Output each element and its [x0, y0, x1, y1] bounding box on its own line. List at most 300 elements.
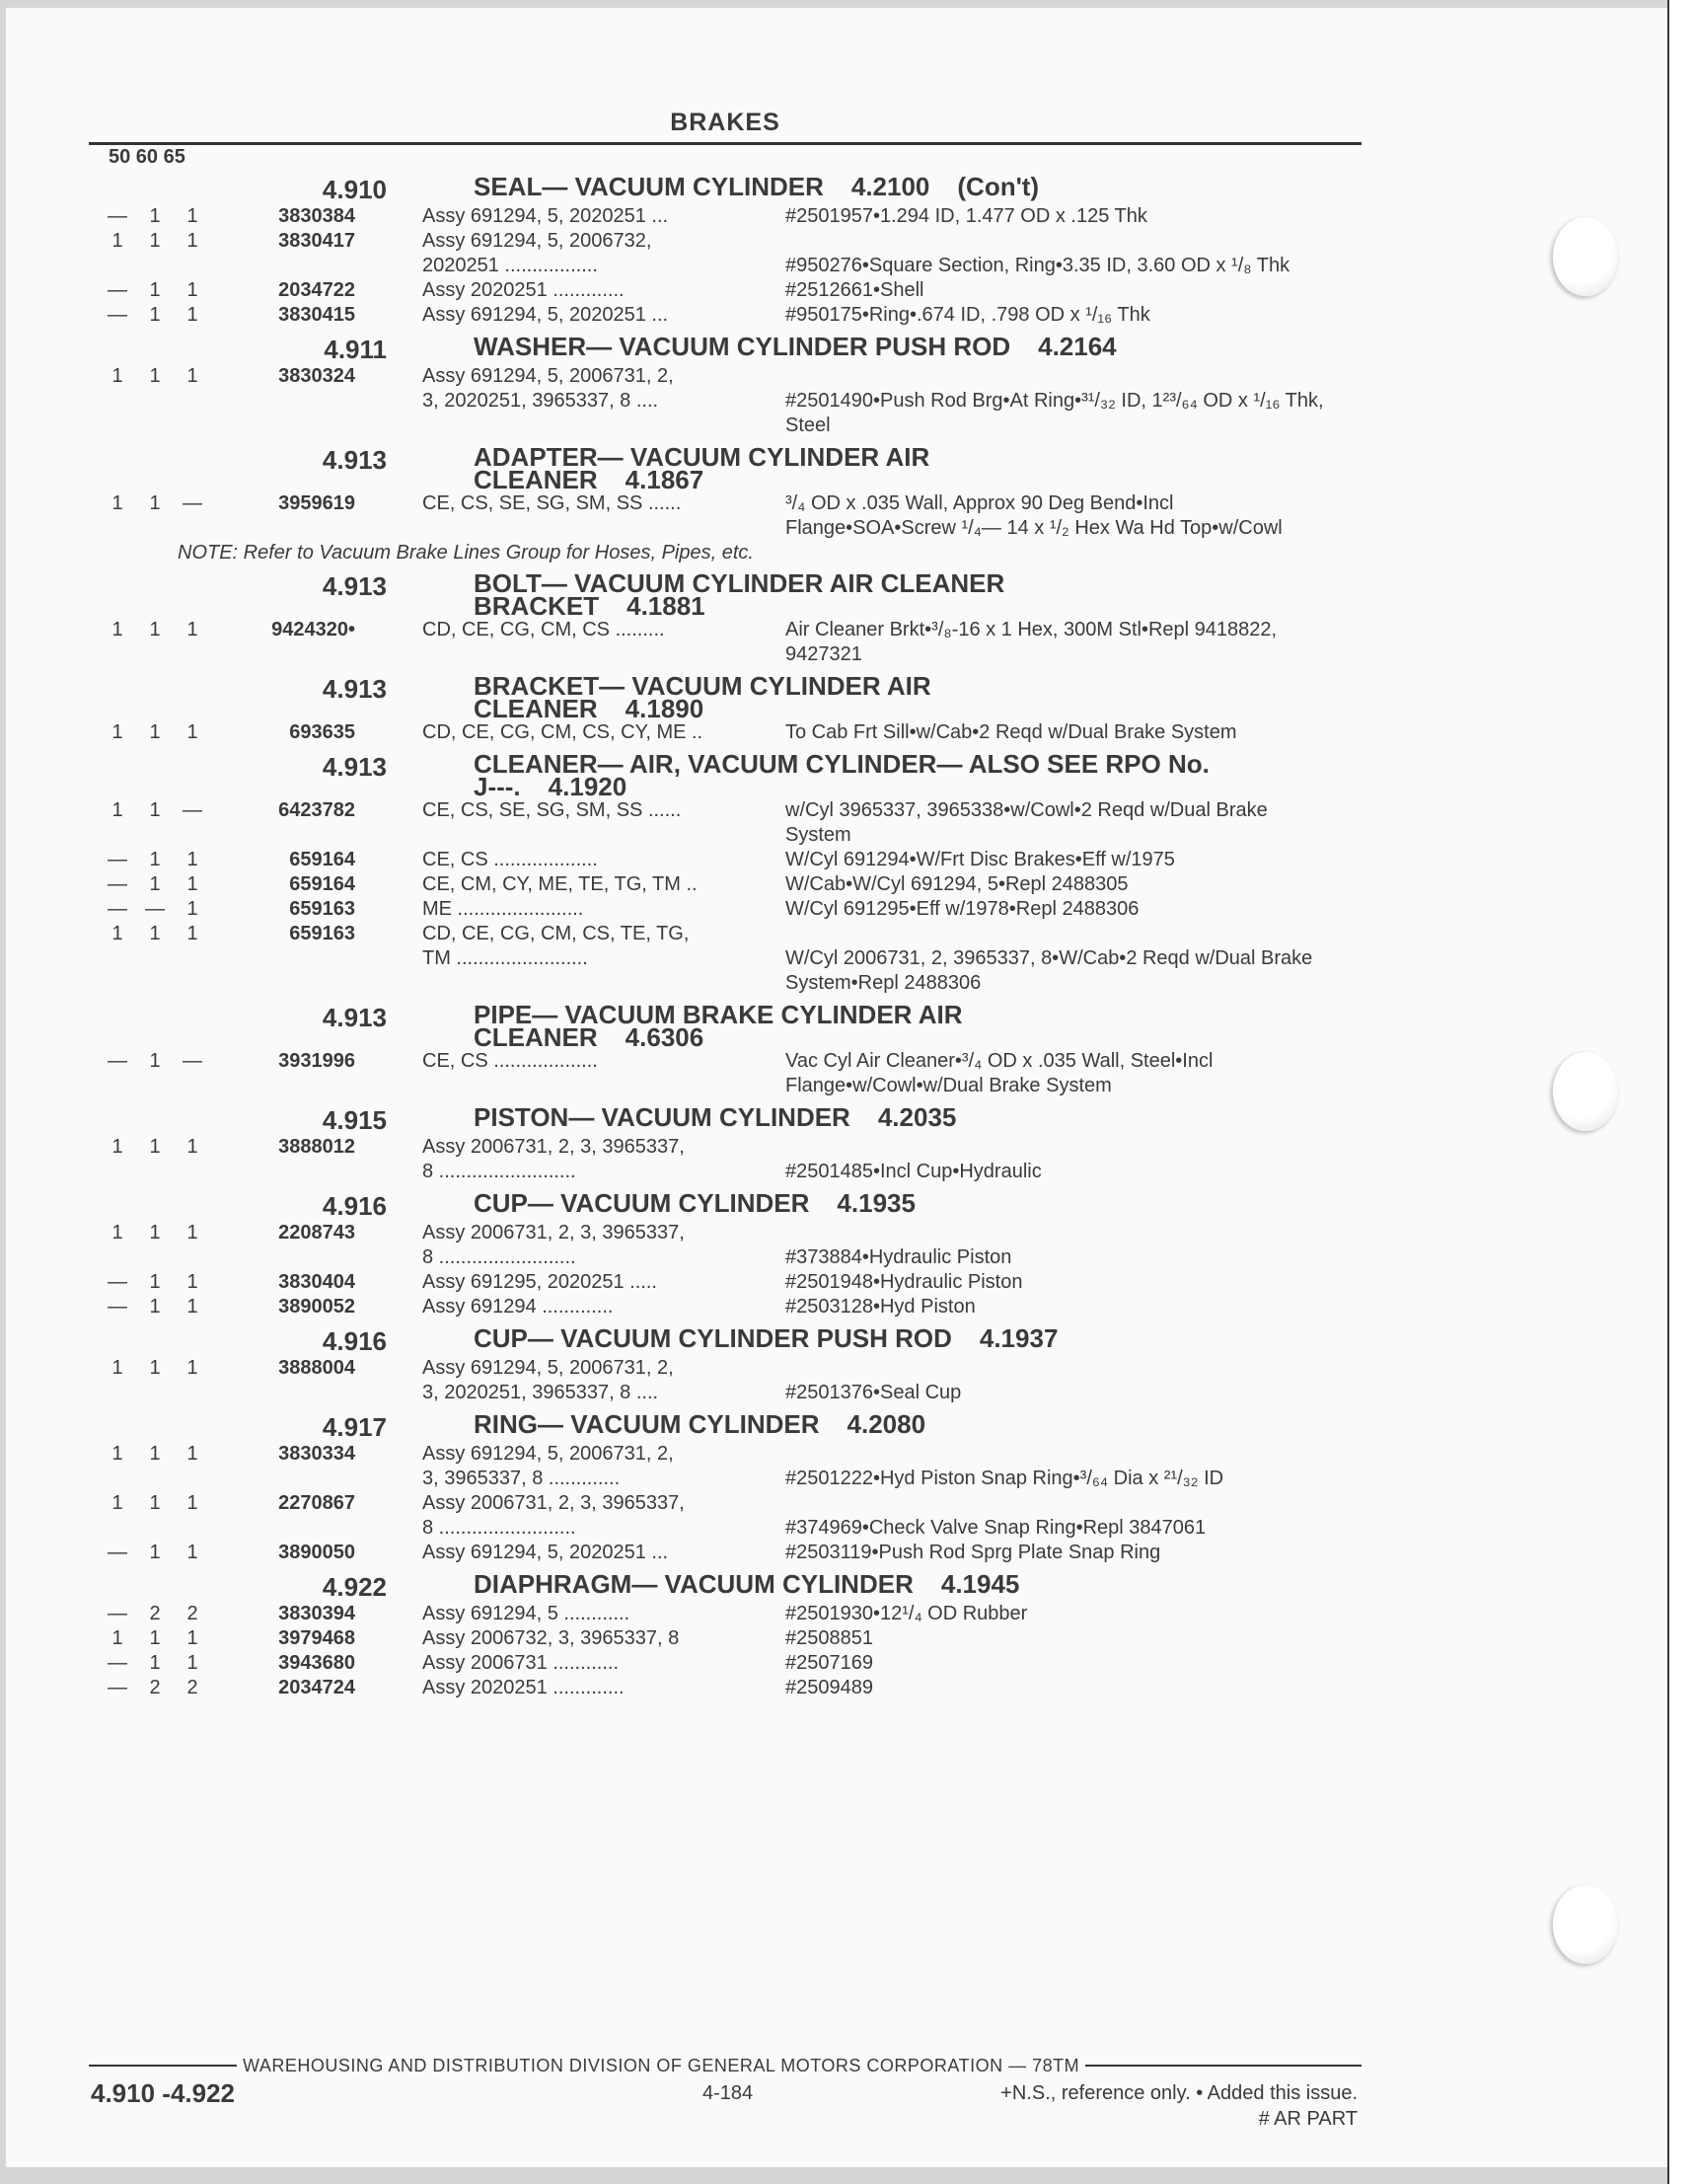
- part-row: [99, 204, 1381, 229]
- quantity-cell: 1: [186, 873, 198, 895]
- model-usage: TM ........................: [422, 947, 588, 969]
- quantity-cell: 1: [149, 1542, 161, 1563]
- part-number: 3830324: [278, 365, 355, 387]
- footer-legend: [868, 2080, 1358, 2132]
- parts-section: [99, 1102, 1381, 1184]
- quantity-cell: —: [108, 1050, 127, 1072]
- part-row: [99, 618, 1381, 667]
- part-number: [211, 1245, 355, 1270]
- quantity-cell: 1: [149, 923, 161, 944]
- part-description: #2501222•Hyd Piston Snap Ring•³/₆₄ Dia x ²¹/₃₂ ID: [785, 1468, 1224, 1489]
- quantity-cell: —: [108, 1296, 127, 1318]
- section-title-line: [474, 1188, 1381, 1218]
- part-description: #2509489: [785, 1677, 873, 1698]
- section-header: [99, 332, 1381, 364]
- section-number: 4.913: [322, 1003, 387, 1032]
- section-title-line: [474, 772, 1381, 801]
- model-usage: Assy 2006731, 2, 3, 3965337,: [422, 1222, 685, 1243]
- section-continued: (Con't): [957, 172, 1040, 201]
- part-description: #950276•Square Section, Ring•3.35 ID, 3.60 OD x ¹/₈ Thk: [785, 255, 1290, 276]
- section-reference: 4.2080: [847, 1409, 926, 1439]
- part-row: [99, 1467, 1381, 1491]
- part-number: 3943680: [278, 1652, 355, 1674]
- section-number: 4.911: [324, 335, 387, 364]
- section-reference: 4.1881: [626, 591, 705, 621]
- binder-hole-bottom: [1553, 1885, 1618, 1964]
- quantity-cell: [174, 1516, 211, 1541]
- quantity-cell: 1: [186, 304, 198, 326]
- parts-section: [99, 1409, 1381, 1565]
- page-edge-margin: [1669, 0, 1694, 2184]
- part-description: #2501376•Seal Cup: [785, 1382, 962, 1403]
- section-title: [474, 1188, 1381, 1218]
- part-description: W/Cyl 691295•Eff w/1978•Repl 2488306: [785, 898, 1140, 920]
- part-number: [211, 1516, 355, 1541]
- parts-section: [99, 671, 1381, 745]
- part-description: Air Cleaner Brkt•³/₈-16 x 1 Hex, 300M Stl•Repl 9418822, 9427321: [785, 619, 1278, 665]
- quantity-cell: [99, 1160, 136, 1184]
- quantity-cell: [136, 1381, 174, 1405]
- section-title: [474, 568, 1381, 621]
- section-header: [99, 1102, 1381, 1135]
- section-title-text: CLEANER: [474, 1022, 598, 1052]
- part-number: 3979468: [278, 1627, 355, 1649]
- quantity-cell: —: [108, 1603, 127, 1624]
- parts-section: [99, 1000, 1381, 1098]
- section-title-line: [474, 1102, 1381, 1132]
- section-header: [99, 1000, 1381, 1052]
- part-row: [99, 897, 1381, 922]
- quantity-cell: 1: [111, 1492, 123, 1514]
- model-usage: Assy 691294, 5, 2006732,: [422, 230, 652, 252]
- part-row: [99, 1676, 1381, 1700]
- quantity-cell: 1: [149, 1357, 161, 1379]
- section-header: [99, 172, 1381, 204]
- part-row: [99, 491, 1381, 541]
- quantity-cell: 1: [149, 1627, 161, 1649]
- part-number: 3830384: [278, 205, 355, 227]
- part-description: #2503128•Hyd Piston: [785, 1296, 976, 1318]
- part-description: W/Cyl 691294•W/Frt Disc Brakes•Eff w/1975: [785, 849, 1175, 870]
- quantity-cell: 1: [111, 799, 123, 821]
- model-usage: Assy 691294, 5, 2006731, 2,: [422, 1357, 674, 1379]
- section-number: 4.913: [322, 445, 387, 475]
- parts-section: [99, 442, 1381, 565]
- section-number: 4.915: [322, 1105, 387, 1135]
- part-row: [99, 872, 1381, 897]
- parts-section: [99, 332, 1381, 438]
- quantity-cell: 1: [186, 1443, 198, 1465]
- part-row: [99, 389, 1381, 438]
- part-description: #373884•Hydraulic Piston: [785, 1246, 1012, 1268]
- part-number: 3830415: [278, 304, 355, 326]
- section-header: [99, 671, 1381, 723]
- quantity-cell: 1: [186, 1652, 198, 1674]
- model-usage: Assy 691294 .............: [422, 1296, 614, 1318]
- section-number: 4.916: [322, 1191, 387, 1221]
- part-description: [785, 1221, 1338, 1245]
- part-row: [99, 1049, 1381, 1098]
- quantity-cell: —: [108, 1542, 127, 1563]
- section-title-line: [474, 465, 1381, 494]
- part-number: 2270867: [278, 1492, 355, 1514]
- section-title-text: DIAPHRAGM— VACUUM CYLINDER: [474, 1569, 914, 1599]
- part-description: w/Cyl 3965337, 3965338•w/Cowl•2 Reqd w/Dual Brake System: [785, 799, 1268, 846]
- section-title-line: [474, 1409, 1381, 1439]
- quantity-cell: —: [108, 304, 127, 326]
- section-reference: 4.2035: [877, 1102, 957, 1132]
- part-number: 2208743: [278, 1222, 355, 1243]
- parts-section: [99, 568, 1381, 667]
- part-number: 3830404: [278, 1271, 355, 1293]
- part-number: [211, 1160, 355, 1184]
- model-usage: 8 .........................: [422, 1246, 576, 1268]
- part-number: 3830334: [278, 1443, 355, 1465]
- quantity-cell: 1: [186, 1627, 198, 1649]
- model-year-columns: 50 60 65: [109, 146, 185, 168]
- part-description: To Cab Frt Sill•w/Cab•2 Reqd w/Dual Brake System: [785, 721, 1237, 743]
- model-usage: 8 .........................: [422, 1161, 576, 1182]
- section-title-text: RING— VACUUM CYLINDER: [474, 1409, 820, 1439]
- section-title-line: [474, 1323, 1381, 1353]
- part-row: [99, 720, 1381, 745]
- part-number: 6423782: [278, 799, 355, 821]
- quantity-cell: 1: [186, 619, 198, 640]
- quantity-cell: 1: [149, 849, 161, 870]
- part-description: #2507169: [785, 1652, 873, 1674]
- section-title: [474, 332, 1381, 361]
- model-usage: Assy 691295, 2020251 .....: [422, 1271, 657, 1293]
- section-reference: 4.1935: [837, 1188, 916, 1218]
- page-title: BRAKES: [670, 109, 780, 136]
- part-description: Vac Cyl Air Cleaner•³/₄ OD x .035 Wall, Steel•Incl Flange•w/Cowl•w/Dual Brake System: [785, 1050, 1214, 1096]
- model-usage: Assy 691294, 5 ............: [422, 1603, 630, 1624]
- section-number: 4.917: [322, 1412, 387, 1442]
- part-description: W/Cab•W/Cyl 691294, 5•Repl 2488305: [785, 873, 1129, 895]
- section-title: [474, 749, 1381, 801]
- quantity-cell: [174, 1381, 211, 1405]
- part-row: [99, 848, 1381, 872]
- section-title: [474, 671, 1381, 723]
- section-title-text: CUP— VACUUM CYLINDER: [474, 1188, 810, 1218]
- model-usage: Assy 2006731 ............: [422, 1652, 619, 1674]
- part-number: [211, 1467, 355, 1491]
- model-usage: Assy 2020251 .............: [422, 1677, 625, 1698]
- part-row: [99, 1160, 1381, 1184]
- part-row: [99, 1541, 1381, 1565]
- parts-list: [99, 168, 1381, 1700]
- section-title-line: [474, 332, 1381, 361]
- quantity-cell: 1: [186, 205, 198, 227]
- part-row: [99, 1356, 1381, 1381]
- part-row: [99, 798, 1381, 848]
- footer-division-text: WAREHOUSING AND DISTRIBUTION DIVISION OF GENERAL MOTORS CORPORATION — 78TM: [243, 2055, 1080, 2075]
- section-title-text: PISTON— VACUUM CYLINDER: [474, 1102, 850, 1132]
- part-description: [785, 1356, 1338, 1381]
- part-number: 3830394: [278, 1603, 355, 1624]
- section-title-text: J---.: [474, 772, 521, 801]
- quantity-cell: [99, 389, 136, 438]
- quantity-cell: 1: [111, 1627, 123, 1649]
- part-number: 659164: [289, 849, 355, 870]
- section-reference: 4.1867: [625, 465, 704, 494]
- part-number: 659164: [289, 873, 355, 895]
- footer-legend-line2: # AR PART: [1258, 2108, 1358, 2130]
- section-number: 4.913: [322, 752, 387, 782]
- section-header: [99, 442, 1381, 494]
- quantity-cell: 1: [149, 230, 161, 252]
- section-title-text: BOLT— VACUUM CYLINDER AIR CLEANER: [474, 568, 1005, 598]
- section-number: 4.913: [322, 571, 387, 601]
- model-usage: Assy 691294, 5, 2020251 ...: [422, 1542, 669, 1563]
- quantity-cell: —: [108, 279, 127, 301]
- model-usage: Assy 2020251 .............: [422, 279, 625, 301]
- quantity-cell: 1: [186, 365, 198, 387]
- section-number: 4.910: [322, 175, 387, 204]
- part-description: #2501957•1.294 ID, 1.477 OD x .125 Thk: [785, 205, 1147, 227]
- part-row: [99, 1270, 1381, 1295]
- model-usage: Assy 691294, 5, 2020251 ...: [422, 304, 669, 326]
- quantity-cell: [136, 1160, 174, 1184]
- section-number: 4.916: [322, 1326, 387, 1356]
- section-header: [99, 749, 1381, 801]
- section-title-text: BRACKET— VACUUM CYLINDER AIR: [474, 671, 931, 701]
- part-row: [99, 1516, 1381, 1541]
- part-description: [785, 922, 1338, 946]
- quantity-cell: [136, 946, 174, 996]
- binder-hole-top: [1553, 217, 1618, 296]
- parts-section: [99, 1323, 1381, 1405]
- quantity-cell: 1: [149, 1271, 161, 1293]
- quantity-cell: —: [108, 205, 127, 227]
- section-title-line: [474, 442, 1381, 472]
- section-title: [474, 1323, 1381, 1353]
- part-row: [99, 1381, 1381, 1405]
- quantity-cell: 1: [149, 1443, 161, 1465]
- part-row: [99, 1602, 1381, 1626]
- quantity-cell: 1: [186, 1542, 198, 1563]
- quantity-cell: 1: [186, 1357, 198, 1379]
- footer-page-number: 4-184: [702, 2082, 754, 2104]
- quantity-cell: —: [145, 898, 165, 920]
- section-title-line: [474, 1000, 1381, 1029]
- model-usage: CD, CE, CG, CM, CS .........: [422, 619, 665, 640]
- part-number: [211, 946, 355, 996]
- quantity-cell: 1: [186, 230, 198, 252]
- section-title-line: [474, 694, 1381, 723]
- part-description: [785, 1442, 1338, 1467]
- part-number: 3830417: [278, 230, 355, 252]
- quantity-cell: —: [183, 799, 202, 821]
- quantity-cell: 1: [111, 1222, 123, 1243]
- part-description: #2508851: [785, 1627, 873, 1649]
- section-reference: 4.1920: [548, 772, 627, 801]
- quantity-cell: 1: [111, 230, 123, 252]
- quantity-cell: 1: [149, 619, 161, 640]
- quantity-cell: 1: [186, 1492, 198, 1514]
- model-usage: CE, CS, SE, SG, SM, SS ......: [422, 492, 682, 514]
- part-number: 659163: [289, 898, 355, 920]
- section-reference: 4.1945: [940, 1569, 1020, 1599]
- part-number: 3931996: [278, 1050, 355, 1072]
- quantity-cell: [174, 1160, 211, 1184]
- section-title-text: CLEANER: [474, 694, 598, 723]
- quantity-cell: [99, 254, 136, 278]
- part-description: #374969•Check Valve Snap Ring•Repl 3847061: [785, 1517, 1207, 1539]
- quantity-cell: [174, 389, 211, 438]
- section-title: [474, 442, 1381, 494]
- part-row: [99, 254, 1381, 278]
- quantity-cell: 1: [149, 1050, 161, 1072]
- part-number: 3959619: [278, 492, 355, 514]
- part-number: 693635: [289, 721, 355, 743]
- section-reference: 4.6306: [625, 1022, 704, 1052]
- model-usage: CD, CE, CG, CM, CS, TE, TG,: [422, 923, 690, 944]
- section-reference: 4.2164: [1038, 332, 1117, 361]
- quantity-cell: 2: [186, 1677, 198, 1698]
- quantity-cell: —: [108, 1652, 127, 1674]
- parts-section: [99, 749, 1381, 996]
- part-description: [785, 1491, 1338, 1516]
- section-title-line: [474, 568, 1381, 598]
- part-number: 3890050: [278, 1542, 355, 1563]
- quantity-cell: [136, 1516, 174, 1541]
- section-title-line: [474, 1022, 1381, 1052]
- quantity-cell: [136, 1467, 174, 1491]
- quantity-cell: —: [108, 873, 127, 895]
- section-reference: 4.1937: [979, 1323, 1059, 1353]
- part-row: [99, 1491, 1381, 1516]
- footer-legend-line1: +N.S., reference only. • Added this issue.: [1000, 2082, 1358, 2104]
- model-usage: Assy 691294, 5, 2006731, 2,: [422, 365, 674, 387]
- part-description: #2501930•12¹/₄ OD Rubber: [785, 1603, 1028, 1624]
- quantity-cell: [99, 946, 136, 996]
- model-usage: Assy 2006732, 3, 3965337, 8: [422, 1627, 680, 1649]
- model-usage: CE, CS ...................: [422, 1050, 598, 1072]
- footer-rule-left: [89, 2065, 237, 2067]
- quantity-cell: 1: [186, 721, 198, 743]
- quantity-cell: 1: [186, 898, 198, 920]
- quantity-cell: [174, 1245, 211, 1270]
- quantity-cell: 1: [149, 205, 161, 227]
- quantity-cell: 1: [149, 492, 161, 514]
- quantity-cell: 1: [111, 1357, 123, 1379]
- quantity-cell: 1: [186, 1136, 198, 1158]
- section-header: [99, 1323, 1381, 1356]
- part-description: W/Cyl 2006731, 2, 3965337, 8•W/Cab•2 Reqd w/Dual Brake System•Repl 2488306: [785, 947, 1313, 994]
- quantity-cell: —: [108, 849, 127, 870]
- part-description: #2501948•Hydraulic Piston: [785, 1271, 1023, 1293]
- model-usage: Assy 2006731, 2, 3, 3965337,: [422, 1136, 685, 1158]
- model-usage: 3, 2020251, 3965337, 8 ....: [422, 1382, 659, 1403]
- model-usage: Assy 691294, 5, 2006731, 2,: [422, 1443, 674, 1465]
- part-row: [99, 922, 1381, 946]
- quantity-cell: 1: [186, 1222, 198, 1243]
- quantity-cell: 1: [149, 279, 161, 301]
- part-description: ³/₄ OD x .035 Wall, Approx 90 Deg Bend•Incl Flange•SOA•Screw ¹/₄— 14 x ¹/₂ Hex Wa Hd Top•w/Cowl: [785, 492, 1283, 539]
- part-description: [785, 364, 1338, 389]
- part-row: [99, 1442, 1381, 1467]
- quantity-cell: —: [183, 1050, 202, 1072]
- model-usage: 8 .........................: [422, 1517, 576, 1539]
- quantity-cell: 1: [149, 873, 161, 895]
- quantity-cell: [99, 1245, 136, 1270]
- section-title: [474, 1000, 1381, 1052]
- model-usage: CD, CE, CG, CM, CS, CY, ME ..: [422, 721, 703, 743]
- part-description: #2501490•Push Rod Brg•At Ring•³¹/₃₂ ID, 1²³/₆₄ OD x ¹/₁₆ Thk, Steel: [785, 390, 1324, 436]
- quantity-cell: 1: [149, 799, 161, 821]
- model-usage: 2020251 .................: [422, 255, 598, 276]
- header-rule: [89, 142, 1362, 145]
- quantity-cell: 1: [149, 1222, 161, 1243]
- model-usage: CE, CS ...................: [422, 849, 598, 870]
- section-title-line: [474, 1569, 1381, 1599]
- quantity-cell: 1: [186, 849, 198, 870]
- parts-section: [99, 172, 1381, 328]
- quantity-cell: 1: [186, 1271, 198, 1293]
- quantity-cell: 1: [111, 365, 123, 387]
- part-description: [785, 1135, 1338, 1160]
- quantity-cell: 2: [186, 1603, 198, 1624]
- model-usage: CE, CM, CY, ME, TE, TG, TM ..: [422, 873, 698, 895]
- model-usage: Assy 2006731, 2, 3, 3965337,: [422, 1492, 685, 1514]
- section-title-text: CUP— VACUUM CYLINDER PUSH ROD: [474, 1323, 952, 1353]
- section-title-line: [474, 172, 1381, 201]
- quantity-cell: 1: [186, 923, 198, 944]
- section-header: [99, 1569, 1381, 1602]
- part-number: 9424320•: [271, 619, 355, 640]
- part-row: [99, 1245, 1381, 1270]
- quantity-cell: —: [108, 898, 127, 920]
- binder-hole-middle: [1553, 1052, 1618, 1131]
- section-header: [99, 568, 1381, 621]
- quantity-cell: 1: [111, 1136, 123, 1158]
- part-description: #2501485•Incl Cup•Hydraulic: [785, 1161, 1042, 1182]
- quantity-cell: 1: [149, 1296, 161, 1318]
- part-number: 2034724: [278, 1677, 355, 1698]
- footer-division-line: [89, 2054, 1362, 2077]
- quantity-cell: 1: [111, 923, 123, 944]
- quantity-cell: [99, 1467, 136, 1491]
- part-row: [99, 1651, 1381, 1676]
- section-reference: 4.2100: [850, 172, 930, 201]
- quantity-cell: 1: [149, 1492, 161, 1514]
- quantity-cell: [136, 254, 174, 278]
- quantity-cell: [174, 1467, 211, 1491]
- model-usage: 3, 2020251, 3965337, 8 ....: [422, 390, 659, 412]
- quantity-cell: 2: [149, 1603, 161, 1624]
- parts-section: [99, 1188, 1381, 1319]
- quantity-cell: 2: [149, 1677, 161, 1698]
- section-title-line: [474, 591, 1381, 621]
- section-title-text: WASHER— VACUUM CYLINDER PUSH ROD: [474, 332, 1011, 361]
- quantity-cell: [174, 946, 211, 996]
- quantity-cell: [136, 389, 174, 438]
- section-title-text: BRACKET: [474, 591, 600, 621]
- part-description: #2503119•Push Rod Sprg Plate Snap Ring: [785, 1542, 1161, 1563]
- quantity-cell: —: [108, 1677, 127, 1698]
- section-title-line: [474, 671, 1381, 701]
- section-note: NOTE: Refer to Vacuum Brake Lines Group for Hoses, Pipes, etc.: [178, 542, 754, 564]
- part-number: 3888004: [278, 1357, 355, 1379]
- section-title-text: ADAPTER— VACUUM CYLINDER AIR: [474, 442, 930, 472]
- section-title-text: PIPE— VACUUM BRAKE CYLINDER AIR: [474, 1000, 963, 1029]
- part-row: [99, 278, 1381, 303]
- part-row: [99, 1135, 1381, 1160]
- part-number: [211, 1381, 355, 1405]
- part-row: [99, 229, 1381, 254]
- quantity-cell: [99, 1516, 136, 1541]
